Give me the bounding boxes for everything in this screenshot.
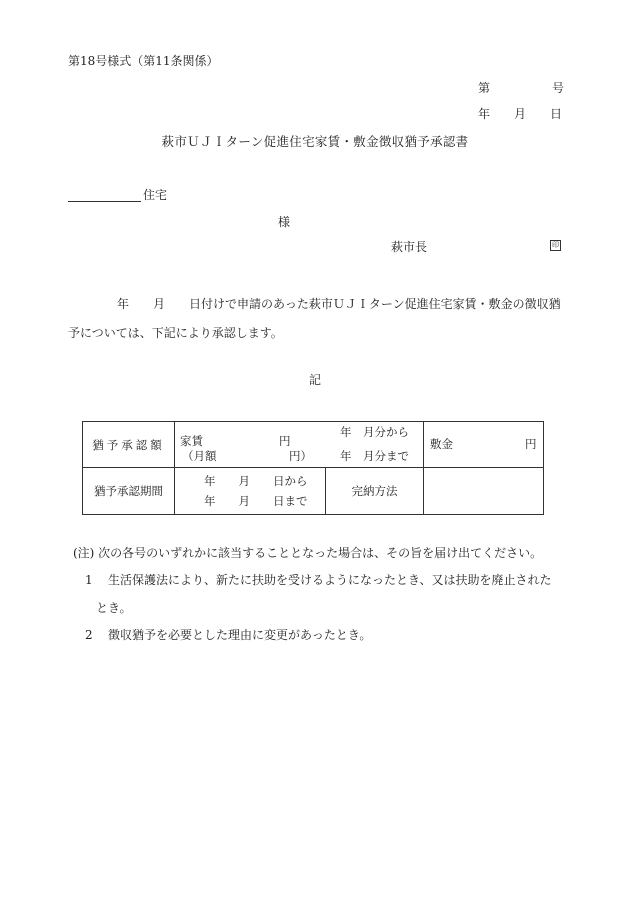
table-row-amount <box>83 422 544 468</box>
addressee-honorific: 様 <box>278 215 291 229</box>
issue-date <box>478 108 562 120</box>
body-paragraph: 年 月 日付けで申請のあった萩市ＵＪＩターン促進住宅家賃・敷金の徴収猶予については、下記により承認します。 <box>68 297 561 340</box>
ki-heading: 記 <box>308 373 321 387</box>
notes-intro: (注) 次の各号のいずれかに該当することとなった場合は、その旨を届け出てください。 <box>73 546 543 560</box>
period-date-from: 年 月 日から <box>204 474 308 488</box>
form-number: 第18号様式（第11条関係） <box>68 54 219 68</box>
date-day: 日 <box>549 107 562 121</box>
monthly-yen: 円） <box>289 449 312 463</box>
amount-label: 猶予承認額 <box>83 422 175 468</box>
note-item-1-line-2: とき。 <box>96 601 132 615</box>
date-month: 月 <box>513 107 526 121</box>
approval-table <box>82 421 544 515</box>
note-item-2-number: 2 <box>85 628 93 642</box>
monthly-label: （月額 <box>182 449 217 463</box>
seal-icon: 印 <box>552 241 559 249</box>
period-from: 年 月分から <box>340 425 409 439</box>
period-dates-cell <box>175 468 326 515</box>
document-number-prefix: 第 <box>478 81 491 95</box>
rent-yen: 円 <box>279 434 291 448</box>
addressee-housing: 住宅 <box>143 188 168 202</box>
period-date-until: 年 月 日まで <box>204 494 308 508</box>
note-item-1-number: 1 <box>85 573 93 587</box>
deposit-cell <box>424 422 544 468</box>
period-label: 猶予承認期間 <box>83 468 175 515</box>
note-item-1-line-1: 生活保護法により、新たに扶助を受けるようになったとき、又は扶助を廃止された <box>108 573 552 587</box>
document-title: 萩市ＵＪＩターン促進住宅家賃・敷金徴収猶予承認書 <box>161 134 469 149</box>
rent-cell <box>175 422 424 468</box>
note-item-2-text: 徴収猶予を必要とした理由に変更があったとき。 <box>108 628 372 642</box>
rent-label: 家賃 <box>180 434 203 448</box>
period-until: 年 月分まで <box>340 449 409 463</box>
payment-method-label: 完納方法 <box>326 468 424 515</box>
date-year: 年 <box>478 107 491 121</box>
deposit-yen: 円 <box>525 437 537 451</box>
table-row-period <box>83 468 544 515</box>
payment-method-value <box>424 468 544 515</box>
deposit-label: 敷金 <box>430 437 453 451</box>
issuer-name: 萩市長 <box>391 240 428 254</box>
addressee-blank-line <box>68 201 141 202</box>
document-number-suffix: 号 <box>552 81 565 95</box>
